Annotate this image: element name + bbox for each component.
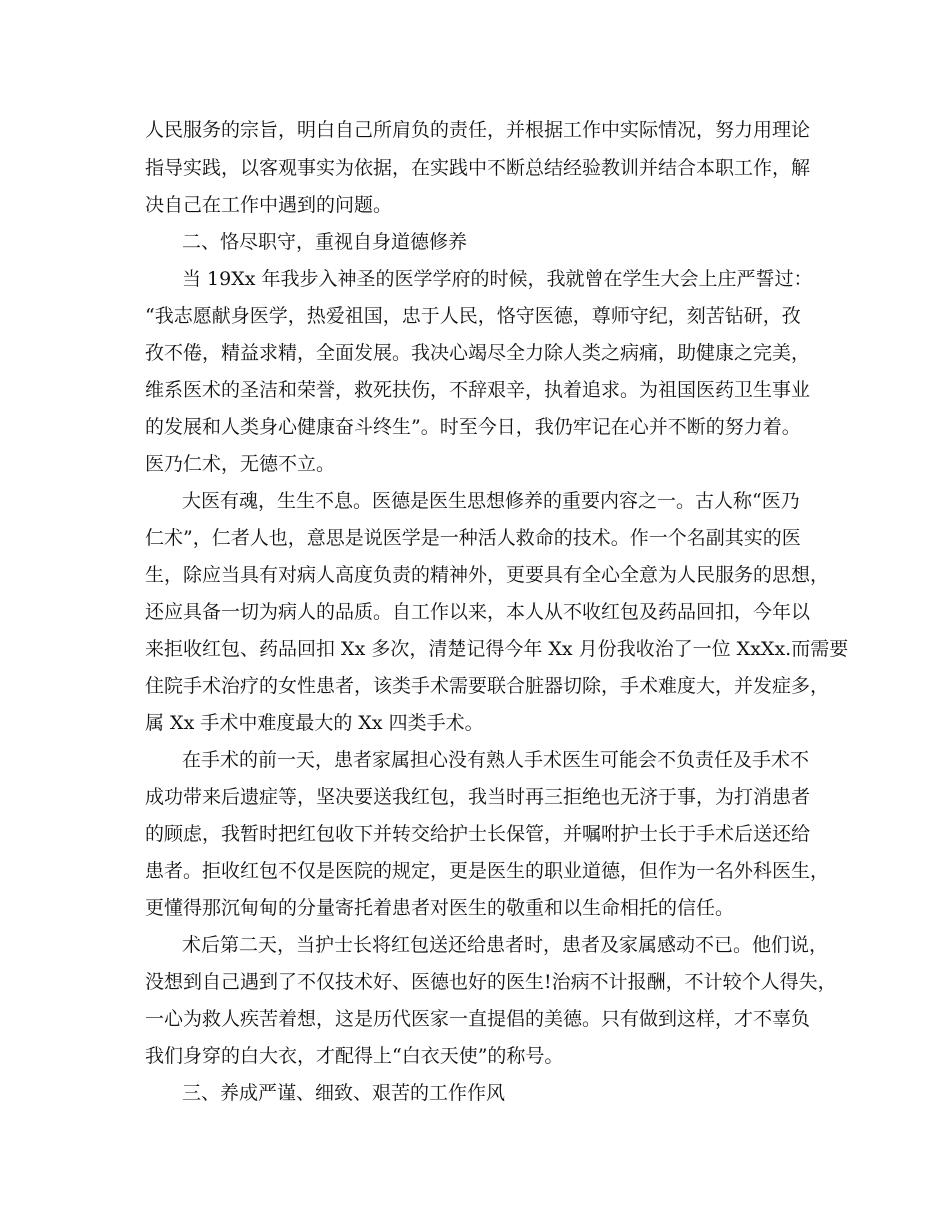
section-heading: 三、养成严谨、细致、艰苦的工作作风 <box>182 1082 506 1104</box>
text-line: 指导实践，以客观事实为依据，在实践中不断总结经验教训并结合本职工作，解 <box>145 157 811 179</box>
text-line: 属 Xx 手术中难度最大的 Xx 四类手术。 <box>145 712 484 734</box>
text-line: 决自己在工作中遇到的问题。 <box>145 194 393 216</box>
text-line: 大医有魂，生生不息。医德是医生思想修养的重要内容之一。古人称“医乃 <box>182 490 800 512</box>
text-line: 生，除应当具有对病人高度负责的精神外，更要具有全心全意为人民服务的思想， <box>145 564 830 586</box>
text-line: 患者。拒收红包不仅是医院的规定，更是医生的职业道德，但作为一名外科医生， <box>145 860 830 882</box>
section-heading: 二、恪尽职守，重视自身道德修养 <box>182 231 468 253</box>
text-line: 更懂得那沉甸甸的分量寄托着患者对医生的敬重和以生命相托的信任。 <box>145 897 735 919</box>
text-line: 住院手术治疗的女性患者，该类手术需要联合脏器切除，手术难度大，并发症多， <box>145 675 830 697</box>
text-line: 还应具备一切为病人的品质。自工作以来，本人从不收红包及药品回扣，今年以 <box>145 601 811 623</box>
text-line: 人民服务的宗旨，明白自己所肩负的责任，并根据工作中实际情况，努力用理论 <box>145 119 811 141</box>
text-line: 来拒收红包、药品回扣 Xx 多次，清楚记得今年 Xx 月份我收治了一位 XxXx.而需要 <box>145 638 849 660</box>
text-line: 在手术的前一天，患者家属担心没有熟人手术医生可能会不负责任及手术不 <box>182 749 810 771</box>
text-line: 仁术”，仁者人也，意思是说医学是一种活人救命的技术。作一个名副其实的医 <box>145 527 801 549</box>
text-line: 维系医术的圣洁和荣誉，救死扶伤，不辞艰辛，执着追求。为祖国医药卫生事业 <box>145 379 811 401</box>
text-line: “我志愿献身医学，热爱祖国，忠于人民，恪守医德，尊师守纪，刻苦钻研，孜 <box>145 305 801 327</box>
text-line: 孜不倦，精益求精，全面发展。我决心竭尽全力除人类之病痛，助健康之完美， <box>145 342 811 364</box>
text-line: 的顾虑，我暂时把红包收下并转交给护士长保管，并嘱咐护士长于手术后送还给 <box>145 823 811 845</box>
text-line: 一心为救人疾苦着想，这是历代医家一直提倡的美德。只有做到这样，才不辜负 <box>145 1008 811 1030</box>
text-line: 医乃仁术，无德不立。 <box>145 453 336 475</box>
text-line: 术后第二天，当护士长将红包送还给患者时，患者及家属感动不已。他们说， <box>182 934 829 956</box>
text-line: 没想到自己遇到了不仅技术好、医德也好的医生!治病不计报酬，不计较个人得失， <box>145 971 837 993</box>
text-line: 当 19Xx 年我步入神圣的医学学府的时候，我就曾在学生大会上庄严誓过： <box>182 268 813 290</box>
text-line: 的发展和人类身心健康奋斗终生”。时至今日，我仍牢记在心并不断的努力着。 <box>145 416 801 438</box>
text-line: 我们身穿的白大衣，才配得上“白衣天使”的称号。 <box>145 1045 564 1067</box>
text-line: 成功带来后遗症等，坚决要送我红包，我当时再三拒绝也无济于事，为打消患者 <box>145 786 811 808</box>
